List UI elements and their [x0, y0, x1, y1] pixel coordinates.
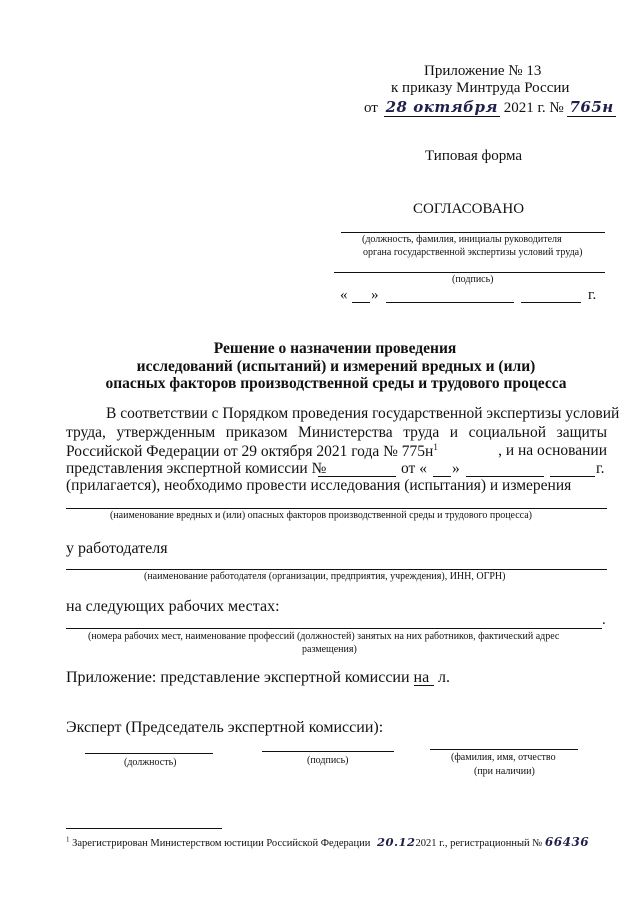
approval-signature-caption: (подпись)	[452, 274, 494, 285]
approval-year-suffix: г.	[588, 287, 597, 303]
expert-name-caption-1: (фамилия, имя, отчество	[451, 752, 556, 763]
footnote-separator	[66, 828, 222, 829]
year-part: 2021 г. №	[503, 100, 564, 116]
approval-year-blank	[521, 302, 581, 303]
approval-month-blank	[386, 302, 514, 303]
workplaces-caption-1: (номера рабочих мест, наименование профессий (должностей) занятых на них работников, фактический адрес	[88, 631, 560, 642]
handwritten-date: 28 октября	[385, 98, 498, 116]
expert-name-line	[430, 749, 578, 750]
attachment-pages-blank	[414, 685, 434, 686]
handwritten-order-number: 765н	[569, 98, 614, 116]
order-date-line	[364, 98, 616, 117]
date-prefix: от	[364, 100, 378, 116]
body-paragraph-line-1: В соответствии с Порядком проведения государственной экспертизы условий	[106, 405, 620, 422]
factors-line	[66, 508, 607, 509]
decree-reference: Российской Федерации от 29 октября 2021 года № $775н^1$	[66, 442, 438, 461]
commission-date-close: »	[452, 460, 460, 477]
body-paragraph-line-5: (прилагается), необходимо провести исследования (испытания) и измерения	[66, 477, 572, 494]
footnote-text: Зарегистрирован Министерством юстиции Российской Федерации	[72, 838, 371, 849]
approval-date-line	[340, 287, 348, 304]
body-paragraph-line-3	[66, 442, 607, 461]
date-close-quote: »	[371, 287, 379, 303]
workplaces-line-end: .	[602, 612, 606, 628]
approval-day-blank	[352, 302, 370, 303]
footnote-date-rest: 2021 г., регистрационный №	[415, 838, 543, 849]
workplaces-caption-2: размещения)	[302, 644, 357, 655]
commission-label: представления экспертной комиссии №	[66, 460, 327, 477]
appendix-number: Приложение № 13	[424, 63, 542, 79]
body-paragraph-line-2: труда, утвержденным приказом Министерства труда и социальной защиты	[66, 424, 607, 441]
footnote	[66, 835, 589, 849]
approval-position-caption-1: (должность, фамилия, инициалы руководителя	[362, 234, 562, 245]
employer-line	[66, 569, 607, 570]
expert-name-caption-2: (при наличии)	[474, 766, 535, 777]
approval-heading: СОГЛАСОВАНО	[413, 201, 525, 217]
employer-caption: (наименование работодателя (организации, предприятия, учреждения), ИНН, ОГРН)	[144, 571, 506, 582]
factors-caption: (наименование вредных и (или) опасных факторов производственной среды и трудового процесса)	[110, 510, 533, 521]
expert-position-caption: (должность)	[124, 757, 177, 768]
footnote-handwritten-date: 20.12	[376, 835, 416, 849]
decision-title-line-2: исследований (испытаний) и измерений вредных и (или)	[136, 358, 536, 375]
decision-title-line-3: опасных факторов производственной среды и трудового процесса	[105, 375, 567, 392]
commission-date-prefix: от «	[401, 460, 427, 477]
workplaces-label: на следующих рабочих местах:	[66, 598, 280, 615]
expert-label: Эксперт (Председатель экспертной комиссии):	[66, 719, 384, 736]
decree-reference-tail: , и на основании	[498, 442, 607, 459]
approval-signature-line	[334, 272, 605, 273]
form-type: Типовая форма	[425, 148, 523, 164]
decision-title-line-1: Решение о назначении проведения	[213, 340, 457, 357]
attachment-suffix: л.	[438, 669, 450, 686]
attachment-label: Приложение: представление экспертной комиссии на	[66, 669, 430, 686]
expert-signature-line	[262, 751, 394, 752]
order-reference: к приказу Минтруда России	[391, 80, 570, 96]
footnote-handwritten-reg-number: 66436	[544, 835, 590, 849]
approval-position-line	[341, 232, 605, 233]
body-paragraph-line-4	[66, 460, 326, 478]
footnote-marker: 1	[433, 442, 438, 452]
employer-label: у работодателя	[66, 540, 168, 557]
expert-position-line	[85, 753, 213, 754]
expert-signature-caption: (подпись)	[307, 755, 349, 766]
commission-year-suffix: г.	[596, 460, 605, 477]
date-open-quote: «	[340, 287, 348, 303]
footnote-mark: 1	[66, 835, 70, 844]
approval-position-caption-2: органа государственной экспертизы условий труда)	[363, 247, 583, 258]
workplaces-line	[66, 628, 602, 629]
